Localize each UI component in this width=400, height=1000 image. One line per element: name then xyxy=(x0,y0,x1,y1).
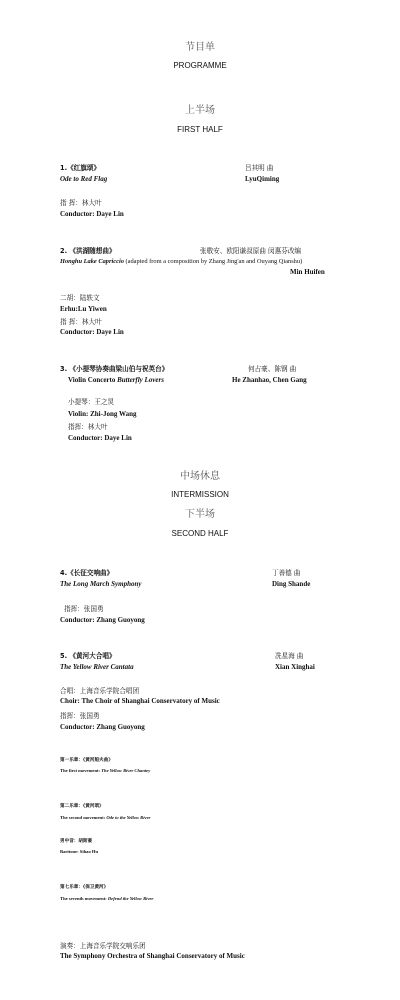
item1-title-zh: 1.《红旗颂》 xyxy=(60,164,101,172)
item4-title-en: The Long March Symphony xyxy=(60,580,142,588)
item3-title-en: Violin Concerto Butterfly Lovers xyxy=(68,376,164,384)
item5-choir-en: Choir: The Choir of Shanghai Conservatory of Music xyxy=(60,697,220,705)
item5-composer-en: Xian Xinghai xyxy=(275,663,315,671)
item1-conductor-zh: 指 挥：林大叶 xyxy=(60,199,102,207)
item1-title-en: Ode to Red Flag xyxy=(60,175,108,183)
item1-composer-zh: 吕其明 曲 xyxy=(245,164,274,172)
first-half-title-en: FIRST HALF xyxy=(177,125,223,134)
item1-conductor-en: Conductor: Daye Lin xyxy=(60,210,124,218)
item3-conductor-en: Conductor: Daye Lin xyxy=(68,434,132,442)
item4-title-zh: 4.《长征交响曲》 xyxy=(60,569,114,577)
item5-composer-zh: 冼星海 曲 xyxy=(275,652,304,660)
item2-conductor-en: Conductor: Daye Lin xyxy=(60,328,124,336)
item2-composer-zh: 张敬安、欧阳谦叔原曲 闵惠芬改编 xyxy=(200,247,302,255)
item3-violin-zh: 小提琴：王之炅 xyxy=(68,398,115,406)
movement-2-en: The second movement: Ode to the Yellow River xyxy=(60,815,151,820)
programme-title-en: PROGRAMME xyxy=(173,61,227,70)
item3-composer-zh: 何占豪、陈钢 曲 xyxy=(248,365,297,373)
item3-conductor-zh: 指挥：林大叶 xyxy=(68,423,108,431)
item4-conductor-zh: 指挥：张国勇 xyxy=(64,605,104,613)
movement-7-en: The seventh movement: Defend the Yellow River xyxy=(60,896,154,901)
item2-composer-en: Min Huifen xyxy=(290,268,325,276)
item5-title-en: The Yellow River Cantata xyxy=(60,663,134,671)
baritone-zh: 男中音：胡斯豪 xyxy=(60,839,93,844)
movement-1-en: The first movement: The Yellow River Chantey xyxy=(60,768,151,773)
item2-title-zh: 2. 《洪湖随想曲》 xyxy=(60,247,116,255)
second-half-title-en: SECOND HALF xyxy=(171,529,229,538)
second-half-title-zh: 下半场 xyxy=(185,509,215,520)
item5-choir-zh: 合唱：上海音乐学院合唱团 xyxy=(60,687,140,695)
item4-conductor-en: Conductor: Zhang Guoyong xyxy=(60,616,145,624)
orchestra-zh: 演奏：上海音乐学院交响乐团 xyxy=(60,942,146,950)
item5-conductor-zh: 指挥：张国勇 xyxy=(60,712,100,720)
item2-title-en: Honghu Lake Capriccio (adapted from a composition by Zhang Jing'an and Ouyang Qianshu) xyxy=(60,258,303,265)
intermission-en: INTERMISSION xyxy=(171,490,229,499)
programme-title-zh: 节目单 xyxy=(185,42,215,53)
item2-erhu-zh: 二胡：陆轶文 xyxy=(60,294,100,302)
movement-1-zh: 第一乐章：《黄河船夫曲》 xyxy=(60,758,113,763)
item3-violin-en: Violin: Zhi-Jong Wang xyxy=(68,410,137,418)
item4-composer-en: Ding Shande xyxy=(272,580,311,588)
item5-title-zh: 5. 《黄河大合唱》 xyxy=(60,652,116,660)
movement-7-zh: 第七乐章：《保卫黄河》 xyxy=(60,885,109,890)
item3-composer-en: He Zhanhao, Chen Gang xyxy=(232,376,307,384)
item4-composer-zh: 丁善德 曲 xyxy=(272,569,301,577)
movement-2-zh: 第二乐章：《黄河颂》 xyxy=(60,804,104,809)
first-half-title-zh: 上半场 xyxy=(185,105,215,116)
item2-conductor-zh: 指 挥：林大叶 xyxy=(60,318,102,326)
item5-conductor-en: Conductor: Zhang Guoyong xyxy=(60,723,145,731)
item3-title-zh: 3. 《小提琴协奏曲梁山伯与祝英台》 xyxy=(60,365,169,373)
item2-erhu-en: Erhu:Lu Yiwen xyxy=(60,305,107,313)
orchestra-en: The Symphony Orchestra of Shanghai Conservatory of Music xyxy=(60,952,245,960)
baritone-en: Baritone: Sihao Hu xyxy=(60,849,99,854)
item1-composer-en: LyuQiming xyxy=(245,175,280,183)
intermission-zh: 中场休息 xyxy=(180,471,220,482)
